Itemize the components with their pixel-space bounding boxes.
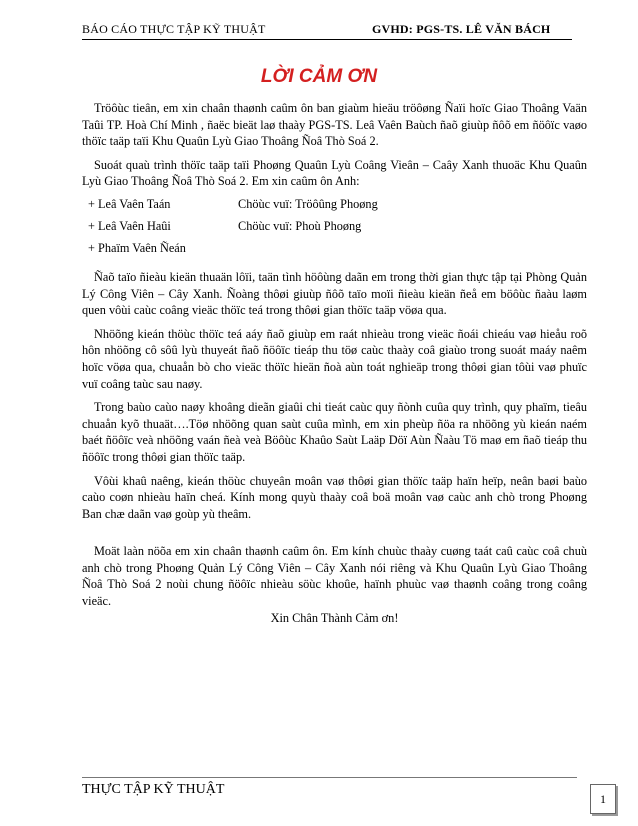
page-number: 1: [590, 784, 616, 814]
header-report-title: BÁO CÁO THỰC TẬP KỸ THUẬT: [82, 22, 266, 36]
paragraph-internship: Suoát quaù trình thöïc taäp taïi Phoøng Quaûn Lyù Coâng Vieân – Caây Xanh thuoäc Khu Quaûn Lyù Giao Thoâng Ñoâ Thò Soá 2. Em xin caûm ôn Anh:: [82, 157, 587, 189]
page-title: LỜI CẢM ƠN: [260, 66, 378, 87]
paragraph-knowledge: Nhöõng kieán thöùc thöïc teá aáy ñaõ giuùp em raát nhieàu trong vieäc ñoái chieáu vaø hieåu roõ hôn nhöõng cô sôû lyù thuyeát ñaõ ñöôïc tieáp thu töø caùc thaày coâ giaùo trong suoát maáy naêm hoïc vöøa qua, chuaån bò cho vieäc thöïc hieän ñoà aùn toát nghieäp trong thôøi gian tôùi vaø phuïc vuï coâng taùc sau naøy.: [82, 326, 587, 391]
mentor-list: [82, 193, 587, 259]
document-body: [82, 100, 587, 626]
mentor-name: + Phaïm Vaên Ñeán: [88, 240, 186, 255]
footer-label: THỰC TẬP KỸ THUẬT: [82, 782, 225, 797]
header-divider: [82, 39, 572, 40]
paragraph-limitations: Vôùi khaû naêng, kieán thöùc chuyeân moân vaø thôøi gian thöïc taäp haïn heïp, neân baøi baùo caùo coøn nhieàu haïn cheá. Kính mong quyù thaày coâ boä moân vaø caùc anh chò trong Phoøng Ban chæ daãn vaø goùp yù theâm.: [82, 473, 587, 521]
paragraph-guidance: Ñaõ taïo ñieàu kieän thuaän lôïi, taän tình höôùng daãn em trong thời gian thực tập tại Phòng Quản Lý Công Viên – Cây Xanh. Ñoàng thôøi giuùp ñôõ taïo moïi ñieàu kieän ñeå em böôùc ñaàu laøm quen vôùi caùc coâng vieäc thöïc teá trong thôøi gian thöïc taäp vöøa qua.: [82, 269, 587, 318]
header-advisor: GVHD: PGS-TS. LÊ VĂN BÁCH: [372, 22, 551, 36]
closing-line: Xin Chân Thành Cảm ơn!: [270, 610, 399, 625]
mentor-role: Chöùc vuï: Tröôûng Phoøng: [238, 196, 378, 211]
mentor-role: Chöùc vuï: Phoù Phoøng: [238, 218, 362, 233]
list-item: [82, 215, 587, 237]
footer-divider: [82, 777, 577, 778]
paragraph-intro: Tröôùc tieân, em xin chaân thaønh caûm ôn ban giaùm hieäu tröôøng Ñaïi hoïc Giao Thoâng Vaän Taûi TP. Hoà Chí Minh , ñaëc bieät laø thaày PGS-TS. Leâ Vaên Baùch ñaõ giuùp ñôõ em ñöôïc vaøo thöïc taäp taïi Khu Quaûn Lyù Giao Thoâng Ñoâ Thò Soá 2.: [82, 101, 587, 149]
list-item: [82, 237, 587, 259]
mentor-name: + Leâ Vaên Haûi: [88, 218, 171, 233]
paragraph-thanks: Moät laàn nöõa em xin chaân thaønh caûm ôn. Em kính chuùc thaày cuøng taát caû caùc coâ chuù anh chò trong Phoøng Quản Lý Công Viên – Cây Xanh nói riêng và Khu Quaûn Lyù Giao Thoâng Ñoâ Thò Soá 2 noùi chung ñöôïc nhieàu söùc khoûe, haïnh phuùc vaø thaønh coâng trong coâng vieäc.: [82, 544, 587, 609]
paragraph-scope: Trong baùo caùo naøy khoâng dieãn giaûi chi tieát caùc quy ñònh cuûa quy trình, quy phaïm, tieâu chuaån kyõ thuaät….Töø nhöõng quan saùt cuûa mình, em xin pheùp ñöa ra nhöõng yù kieán naém baét ñöôïc veà nhöõng vaán ñeà veà Böôùc Khaûo Saùt Laäp Döï Aùn Ñaàu Tö maø em ñaõ tieáp thu ñöôïc trong thôøi gian thöïc taäp.: [82, 400, 587, 464]
list-item: [82, 193, 587, 215]
mentor-name: + Leâ Vaên Taán: [88, 196, 171, 211]
